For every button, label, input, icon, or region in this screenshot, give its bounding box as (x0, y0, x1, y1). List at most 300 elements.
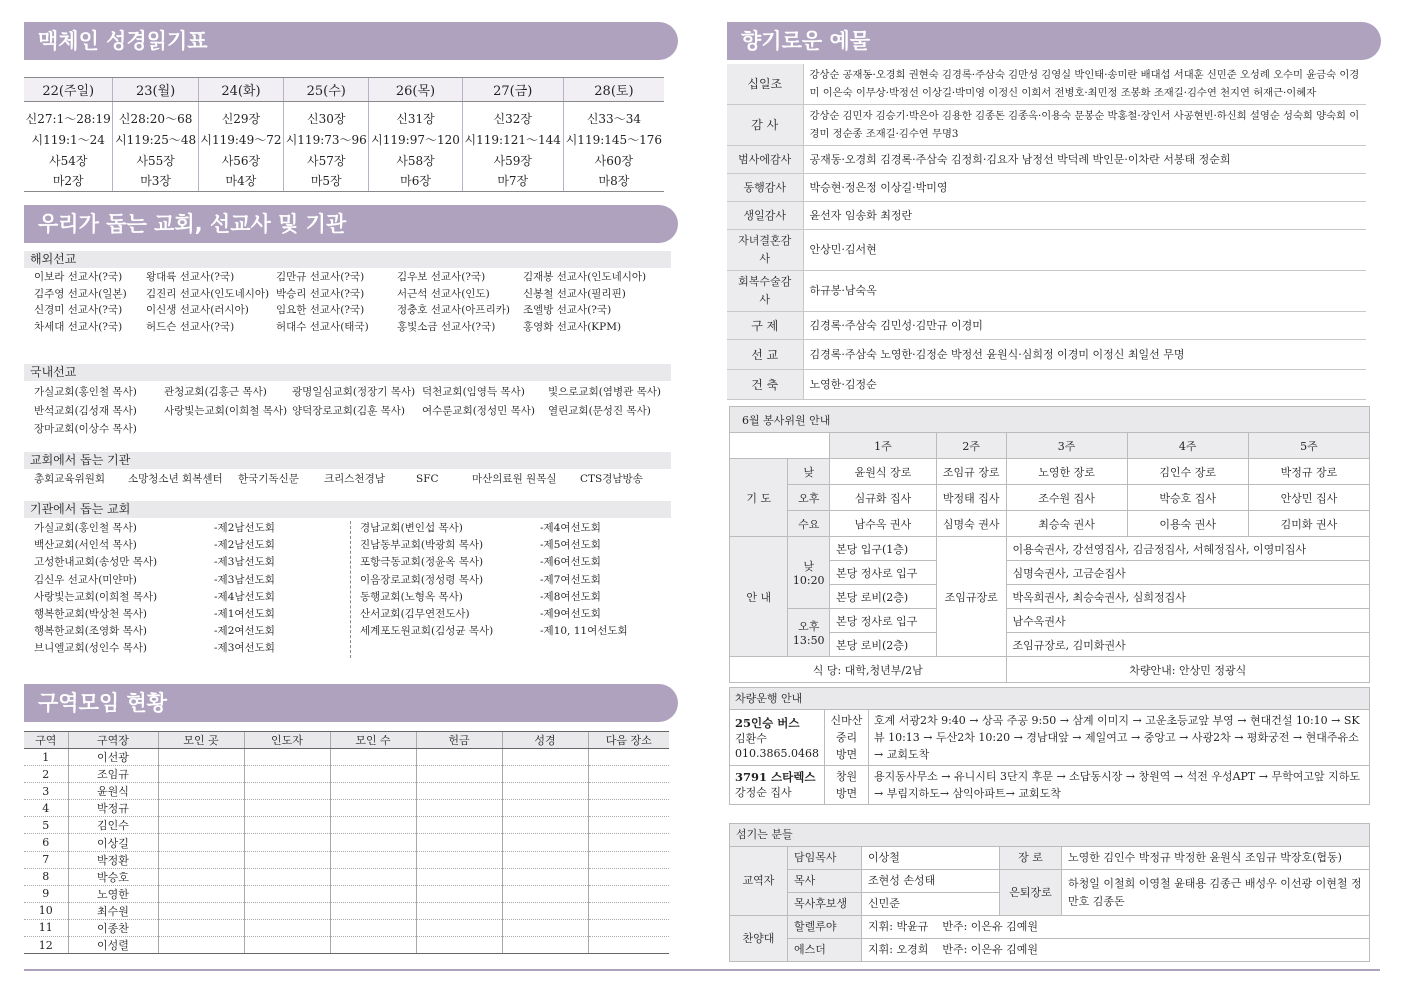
guide-people: 심명숙권사, 고금순집사 (1006, 561, 1369, 585)
thanks-sub-names: 공재동·오경희 김경록·주삼숙 김정희·김요자 남정선 박덕례 박인문·이차란 서봉태 정순희 (803, 146, 1366, 174)
table-row (24, 749, 669, 766)
missionary-item: 왕대륙 선교사(?국) (146, 271, 235, 283)
district-number: 11 (24, 919, 68, 936)
volunteers-title: 6월 봉사위원 안내 (730, 407, 1370, 433)
bible-reading-cell: 시119:121～144 (462, 129, 563, 150)
guide-leader: 조임규장로 (936, 537, 1006, 657)
district-empty-cell (158, 766, 244, 783)
inst-church-name: 동행교회(노형옥 목사) (360, 590, 463, 603)
missionary-item: 신봉철 선교사(필리핀) (523, 287, 626, 300)
thanks-sub-names: 하규봉·남숙옥 (803, 271, 1366, 312)
inst-church-name: 포항극동교회(정윤옥 목사) (360, 556, 484, 569)
car-guide-info: 차량안내: 안상민 정광식 (1006, 657, 1369, 683)
bible-reading-table (24, 77, 664, 192)
district-empty-cell (588, 919, 669, 936)
district-number: 1 (24, 749, 68, 766)
district-empty-cell (502, 919, 588, 936)
volunteers-corner (730, 433, 830, 459)
prayer-person: 심명숙 권사 (936, 511, 1006, 537)
bible-reading-cell: 시119:49～72 (198, 129, 283, 150)
district-empty-cell (330, 868, 416, 885)
agencies-title: 교회에서 돕는 기관 (24, 452, 671, 469)
bible-day-header: 24(화) (198, 78, 283, 102)
district-leader: 이상길 (68, 834, 158, 851)
bible-reading-cell: 사59장 (462, 150, 563, 171)
district-empty-cell (244, 937, 330, 954)
choir-staff-1: 지휘: 박윤규 반주: 이은유 김예원 (862, 916, 1370, 939)
prayer-service: 낮 (788, 459, 830, 485)
district-number: 7 (24, 851, 68, 868)
district-empty-cell (158, 749, 244, 766)
bus2-route: 용지동사무소 → 유니시티 3단지 후문 → 소답동시장 → 창원역 → 석전 우성APT → 무학여고앞 지하도 → 부림지하도→ 삼익아파트→ 교회도착 (868, 766, 1369, 805)
staff-name-3: 신민준 (862, 893, 1000, 916)
district-empty-cell (158, 834, 244, 851)
domestic-church-item: 관청교회(김홍근 목사) (164, 386, 267, 398)
week-header: 2주 (936, 433, 1006, 459)
inst-churches-left (34, 520, 344, 658)
prayer-person: 박정태 집사 (936, 485, 1006, 511)
prayer-person: 조수원 집사 (1006, 485, 1127, 511)
bible-day-header: 27(금) (462, 78, 563, 102)
district-empty-cell (502, 766, 588, 783)
guide-pm-label: 오후 (798, 620, 820, 633)
missionary-item: 홍영화 선교사(KPM) (523, 320, 622, 333)
bible-reading-cell: 신28:20～68 (113, 102, 198, 129)
district-empty-cell (416, 766, 502, 783)
missionary-item: 이보라 선교사(?국) (34, 271, 123, 283)
district-number: 8 (24, 868, 68, 885)
guide-people: 남수옥권사 (1006, 609, 1369, 633)
guide-pm-time (788, 609, 830, 657)
prayer-person: 윤원식 장로 (830, 459, 937, 485)
inst-church-group: -제2남선도회 (214, 539, 275, 552)
domestic-church-item: 빛으로교회(염병관 목사) (548, 386, 661, 398)
domestic-title: 국내선교 (24, 364, 671, 381)
staff-name-1: 이상철 (862, 847, 1000, 870)
bus1-driver: 김환수 (735, 732, 767, 745)
domestic-church-item: 열린교회(문성진 목사) (548, 404, 651, 417)
district-empty-cell (244, 800, 330, 817)
district-empty-cell (416, 834, 502, 851)
thanks-sub-label: 회복수술감사 (727, 271, 803, 312)
district-empty-cell (244, 902, 330, 919)
bus2-driver: 강정순 집사 (735, 786, 792, 799)
bible-reading-cell: 마3장 (113, 171, 198, 192)
table-row (24, 902, 669, 919)
inst-church-name: 고성한내교회(송성만 목사) (34, 556, 158, 569)
inst-church-group: -제6여선도회 (540, 556, 601, 569)
district-empty-cell (244, 749, 330, 766)
inst-church-name: 브니엘교회(성인수 목사) (34, 642, 147, 655)
district-empty-cell (588, 834, 669, 851)
district-empty-cell (416, 800, 502, 817)
guide-day-label: 낮 (803, 560, 815, 573)
bible-reading-cell: 사55장 (113, 150, 198, 171)
inst-church-group: -제10, 11여선도회 (540, 625, 628, 638)
choir-staff-2: 지휘: 오경희 반주: 이은유 김예원 (862, 939, 1370, 962)
relief-label: 구 제 (727, 312, 803, 340)
bible-day-header: 22(주일) (24, 78, 113, 102)
district-empty-cell (244, 817, 330, 834)
table-row (24, 817, 669, 834)
district-empty-cell (588, 885, 669, 902)
prayer-person: 심규화 집사 (830, 485, 937, 511)
table-row (24, 851, 669, 868)
servants-table (729, 823, 1370, 962)
thanks-sub-names: 안상민·김서현 (803, 230, 1366, 271)
staff-label: 교역자 (730, 847, 788, 916)
district-empty-cell (244, 783, 330, 800)
inst-church-name: 행복한교회(조영화 목사) (34, 625, 147, 638)
agency-item: 소망청소년 회복센터 (128, 473, 223, 485)
district-empty-cell (416, 851, 502, 868)
inst-church-name: 가실교회(홍인철 목사) (34, 522, 137, 534)
staff-role-2: 목사 (788, 870, 862, 893)
district-empty-cell (588, 749, 669, 766)
district-number: 10 (24, 902, 68, 919)
thanks-sub-names: 박승현·정은정 이상길·박미영 (803, 174, 1366, 202)
missionary-item: 신경미 선교사(?국) (34, 304, 123, 316)
district-empty-cell (244, 868, 330, 885)
district-leader: 이종찬 (68, 919, 158, 936)
guide-day-hour: 10:20 (792, 574, 825, 587)
domestic-church-item: 사랑빛는교회(이희철 목사) (164, 404, 288, 417)
district-empty-cell (588, 937, 669, 954)
guide-location: 본당 정사로 입구 (830, 561, 937, 585)
district-empty-cell (330, 902, 416, 919)
inst-church-name: 산서교회(김무연전도사) (360, 608, 470, 621)
district-number: 3 (24, 783, 68, 800)
prayer-person: 박정규 장로 (1248, 459, 1369, 485)
bus1-area-3: 방면 (835, 748, 858, 761)
volunteers-table (729, 406, 1370, 683)
district-empty-cell (244, 766, 330, 783)
district-col-header: 모인 수 (330, 732, 416, 749)
district-empty-cell (330, 800, 416, 817)
overseas-title: 해외선교 (24, 251, 671, 268)
district-empty-cell (158, 868, 244, 885)
bus1-area-2: 중리 (835, 731, 858, 744)
thanks-sub-label: 동행감사 (727, 174, 803, 202)
retired-label: 은퇴장로 (1000, 870, 1062, 916)
bible-day-header: 25(수) (284, 78, 369, 102)
district-empty-cell (330, 851, 416, 868)
district-empty-cell (244, 851, 330, 868)
district-empty-cell (416, 749, 502, 766)
bible-reading-cell: 사56장 (198, 150, 283, 171)
inst-church-group: -제7여선도회 (540, 573, 601, 586)
guide-day-time (788, 537, 830, 609)
bible-reading-cell: 시119:25～48 (113, 129, 198, 150)
agency-item: 한국기독신문 (238, 473, 299, 485)
prayer-person: 안상민 집사 (1248, 485, 1369, 511)
district-empty-cell (158, 937, 244, 954)
domestic-church-item: 여수룬교회(정성민 목사) (422, 404, 535, 417)
district-table (24, 731, 669, 954)
district-empty-cell (588, 766, 669, 783)
agency-item: CTS경남방송 (580, 473, 643, 485)
domestic-church-item: 광명일심교회(정장기 목사) (292, 386, 416, 398)
bus1-route: 호계 서광2차 9:40 → 상곡 주공 9:50 → 삼계 이미지 → 고운초등교앞 부영 → 현대건설 10:10 → SK뷰 10:13 → 두산2차 10:20 → 경남대앞 → 제일여고 → 중앙고 → 사광2차 → 평화궁전 → 현대주유소 → 교회도착 (868, 710, 1369, 766)
district-empty-cell (244, 885, 330, 902)
prayer-person: 노영한 장로 (1006, 459, 1127, 485)
district-empty-cell (330, 783, 416, 800)
missionary-item: 박승리 선교사(?국) (276, 287, 365, 300)
table-row (24, 783, 669, 800)
tithe-names: 강상순 공재동·오경희 권현숙 김경록·주삼숙 김만성 김영실 박인태·송미란 배대섭 서대훈 신민준 오성례 오수미 윤금숙 이경미 이은숙 이무상·박정선 이상길·박미영 이정신 이희서 전병호·최민정 조봉화 조재길·김수연 천지연 허재근·이혜자 (803, 64, 1366, 105)
bible-reading-cell: 사54장 (49, 153, 88, 168)
district-number: 5 (24, 817, 68, 834)
bus1-name: 25인승 버스 (735, 716, 800, 730)
table-row (24, 766, 669, 783)
district-number: 2 (24, 766, 68, 783)
guide-people: 박옥희권사, 최승숙권사, 심희정집사 (1006, 585, 1369, 609)
missionary-item: 김진리 선교사(인도네시아) (146, 287, 270, 300)
district-empty-cell (502, 851, 588, 868)
inst-churches-right (360, 520, 660, 640)
bible-reading-cell: 신29장 (198, 102, 283, 129)
thanks-sub-names: 윤선자 임송화 최정란 (803, 202, 1366, 230)
bible-day-header: 23(월) (113, 78, 198, 102)
choir-name-1: 할렐루야 (788, 916, 862, 939)
tithe-label: 십일조 (727, 64, 803, 105)
district-empty-cell (330, 766, 416, 783)
prayer-person: 남수옥 권사 (830, 511, 937, 537)
district-leader: 박정환 (68, 851, 158, 868)
inst-divider (350, 521, 351, 658)
thanks-sub-label: 범사에감사 (727, 146, 803, 174)
district-empty-cell (158, 851, 244, 868)
district-empty-cell (588, 851, 669, 868)
district-empty-cell (158, 817, 244, 834)
district-col-header: 헌금 (416, 732, 502, 749)
inst-church-name: 사랑빛는교회(이희철 목사) (34, 590, 158, 603)
district-empty-cell (244, 919, 330, 936)
domestic-list (34, 383, 668, 439)
district-empty-cell (158, 902, 244, 919)
domestic-church-item: 반석교회(김성재 목사) (34, 404, 137, 417)
district-empty-cell (158, 919, 244, 936)
district-empty-cell (416, 885, 502, 902)
district-leader: 박정규 (68, 800, 158, 817)
offering-banner: 향기로운 예물 (727, 22, 1381, 60)
inst-church-group: -제8여선도회 (540, 590, 601, 603)
district-number: 6 (24, 834, 68, 851)
missionary-item: 차세대 선교사(?국) (34, 320, 123, 333)
bible-reading-cell: 신32장 (462, 102, 563, 129)
bible-reading-cell: 시119:73～96 (284, 129, 369, 150)
inst-church-group: -제5여선도회 (540, 539, 601, 552)
inst-church-group: -제4남선도회 (214, 590, 275, 603)
district-empty-cell (502, 783, 588, 800)
district-banner: 구역모임 현황 (24, 684, 678, 722)
bible-reading-cell: 마2장 (24, 171, 113, 192)
bible-reading-cell: 신33～34 (563, 102, 664, 129)
guide-location: 본당 입구(1층) (830, 537, 937, 561)
district-empty-cell (502, 902, 588, 919)
bus1-area-1: 신마산 (830, 714, 863, 727)
overseas-list (34, 269, 663, 335)
district-empty-cell (416, 919, 502, 936)
district-empty-cell (416, 817, 502, 834)
guide-people: 이용숙권사, 강선영집사, 김금정집사, 서혜정집사, 이영미집사 (1006, 537, 1369, 561)
inst-church-group: -제3여선도회 (214, 642, 275, 655)
district-leader: 이선광 (68, 749, 158, 766)
district-empty-cell (330, 885, 416, 902)
staff-role-3: 목사후보생 (788, 893, 862, 916)
prayer-person: 이용숙 권사 (1127, 511, 1248, 537)
bible-day-header: 28(토) (563, 78, 664, 102)
bible-reading-cell: 마8장 (563, 171, 664, 192)
district-empty-cell (330, 749, 416, 766)
district-leader: 윤원식 (68, 783, 158, 800)
mission-names: 김경록·주삼숙 노영한·김정순 박정선 윤원식·심희정 이경미 이정신 최일선 무명 (803, 340, 1366, 370)
district-number: 9 (24, 885, 68, 902)
agency-item: 마산의료원 원목실 (472, 473, 557, 485)
bible-reading-cell: 신31장 (369, 102, 462, 129)
inst-church-name: 세계포도원교회(김성균 목사) (360, 625, 494, 638)
district-empty-cell (588, 817, 669, 834)
bible-day-header: 26(목) (369, 78, 462, 102)
week-header: 3주 (1006, 433, 1127, 459)
relief-names: 김경록·주삼숙 김민성·김만규 이경미 (803, 312, 1366, 340)
retired-names: 하청일 이철희 이영철 윤태용 김종근 배성우 이선광 이현철 정만호 김종돈 (1062, 870, 1370, 916)
missionary-item: 김재봉 선교사(인도네시아) (523, 271, 647, 283)
prayer-person: 조임규 장로 (936, 459, 1006, 485)
district-empty-cell (502, 817, 588, 834)
mission-label: 선 교 (727, 340, 803, 370)
table-row (24, 834, 669, 851)
district-number: 4 (24, 800, 68, 817)
table-row (24, 919, 669, 936)
district-leader: 노영한 (68, 885, 158, 902)
inst-church-group: -제3남선도회 (214, 556, 275, 569)
table-row (24, 868, 669, 885)
support-banner: 우리가 돕는 교회, 선교사 및 기관 (24, 205, 678, 243)
district-col-header: 다음 장소 (588, 732, 669, 749)
elder-label: 장 로 (1000, 847, 1062, 870)
inst-church-name: 경남교회(변인섭 목사) (360, 522, 463, 534)
district-empty-cell (416, 937, 502, 954)
district-leader: 최수원 (68, 902, 158, 919)
district-empty-cell (158, 800, 244, 817)
missionary-item: 서근석 선교사(인도) (397, 287, 490, 300)
domestic-church-item: 가실교회(홍인철 목사) (34, 386, 137, 398)
guide-location: 본당 정사로 입구 (830, 609, 937, 633)
missionary-item: 허드슨 선교사(?국) (146, 320, 235, 333)
thanks-label: 감 사 (727, 105, 803, 146)
vehicle-title: 차량운행 안내 (730, 688, 1370, 710)
missionary-item: 김만규 선교사(?국) (276, 271, 365, 283)
district-empty-cell (588, 783, 669, 800)
inst-church-name: 김신우 선교사(미얀마) (34, 573, 137, 586)
build-label: 건 축 (727, 370, 803, 400)
week-header: 4주 (1127, 433, 1248, 459)
thanks-sub-label: 생일감사 (727, 202, 803, 230)
inst-church-name: 진남동부교회(박광희 목사) (360, 539, 484, 552)
bus2-area-2: 방면 (835, 787, 858, 800)
district-empty-cell (502, 937, 588, 954)
prayer-person: 김인수 장로 (1127, 459, 1248, 485)
guide-location: 본당 로비(2층) (830, 633, 937, 657)
bus2-area-1: 창원 (835, 770, 858, 783)
district-col-header: 모인 곳 (158, 732, 244, 749)
bible-reading-cell: 마7장 (462, 171, 563, 192)
inst-church-name: 백산교회(서인석 목사) (34, 539, 137, 552)
domestic-church-item: 장마교회(이상수 목사) (34, 423, 137, 435)
choir-label: 찬양대 (730, 916, 788, 962)
district-empty-cell (502, 868, 588, 885)
district-empty-cell (158, 783, 244, 800)
inst-church-name: 행복한교회(박상천 목사) (34, 608, 147, 621)
meal-info: 식 당: 대학,청년부/2남 (730, 657, 1007, 683)
inst-churches-title: 기관에서 돕는 교회 (24, 501, 671, 518)
bible-reading-cell: 신27:1～28:19 (25, 111, 111, 126)
agency-item: 총회교육위원회 (34, 473, 106, 485)
bus2-name: 3791 스타렉스 (735, 770, 816, 784)
week-header: 5주 (1248, 433, 1369, 459)
missionary-item: 김주영 선교사(일본) (34, 287, 127, 300)
missionary-item: 정충호 선교사(아프리카) (397, 304, 510, 316)
domestic-church-item: 덕천교회(임영득 목사) (422, 386, 525, 398)
guide-label: 안 내 (730, 537, 788, 657)
inst-church-group: -제2남선도회 (214, 522, 275, 534)
table-row (24, 800, 669, 817)
district-empty-cell (330, 919, 416, 936)
bible-reading-cell: 사57장 (284, 150, 369, 171)
agency-item: SFC (416, 473, 439, 485)
inst-church-group: -제4여선도회 (540, 522, 601, 534)
prayer-person: 김미화 권사 (1248, 511, 1369, 537)
prayer-service: 수요 (788, 511, 830, 537)
missionary-item: 홍빛소금 선교사(?국) (397, 320, 496, 333)
bible-reading-cell: 사60장 (563, 150, 664, 171)
district-col-header: 성경 (502, 732, 588, 749)
district-empty-cell (330, 937, 416, 954)
district-empty-cell (158, 885, 244, 902)
missionary-item: 이신생 선교사(러시아) (146, 304, 249, 316)
thanks-sub-label: 자녀결혼감사 (727, 230, 803, 271)
district-empty-cell (330, 834, 416, 851)
district-empty-cell (330, 817, 416, 834)
district-leader: 이성렬 (68, 937, 158, 954)
inst-church-group: -제1여선도회 (214, 608, 275, 621)
guide-location: 본당 로비(2층) (830, 585, 937, 609)
guide-people: 조임규장로, 김미화권사 (1006, 633, 1369, 657)
district-leader: 박승호 (68, 868, 158, 885)
district-empty-cell (502, 834, 588, 851)
bible-reading-cell: 신30장 (284, 102, 369, 129)
district-empty-cell (588, 902, 669, 919)
prayer-service: 오후 (788, 485, 830, 511)
guide-pm-hour: 13:50 (792, 634, 825, 647)
build-names: 노영한·김정순 (803, 370, 1366, 400)
domestic-church-item: 양덕장로교회(김훈 목사) (292, 404, 405, 417)
district-empty-cell (502, 800, 588, 817)
district-leader: 김인수 (68, 817, 158, 834)
choir-name-2: 에스더 (788, 939, 862, 962)
bible-reading-cell: 시119:97～120 (369, 129, 462, 150)
bible-reading-cell: 마5장 (284, 171, 369, 192)
bible-reading-cell: 사58장 (369, 150, 462, 171)
bible-reading-cell: 시119:145～176 (563, 129, 664, 150)
vehicle-table (729, 687, 1370, 805)
bus1-phone: 010.3865.0468 (735, 747, 819, 760)
district-empty-cell (244, 834, 330, 851)
district-empty-cell (588, 868, 669, 885)
table-row (24, 885, 669, 902)
bottom-rule (24, 969, 1380, 971)
